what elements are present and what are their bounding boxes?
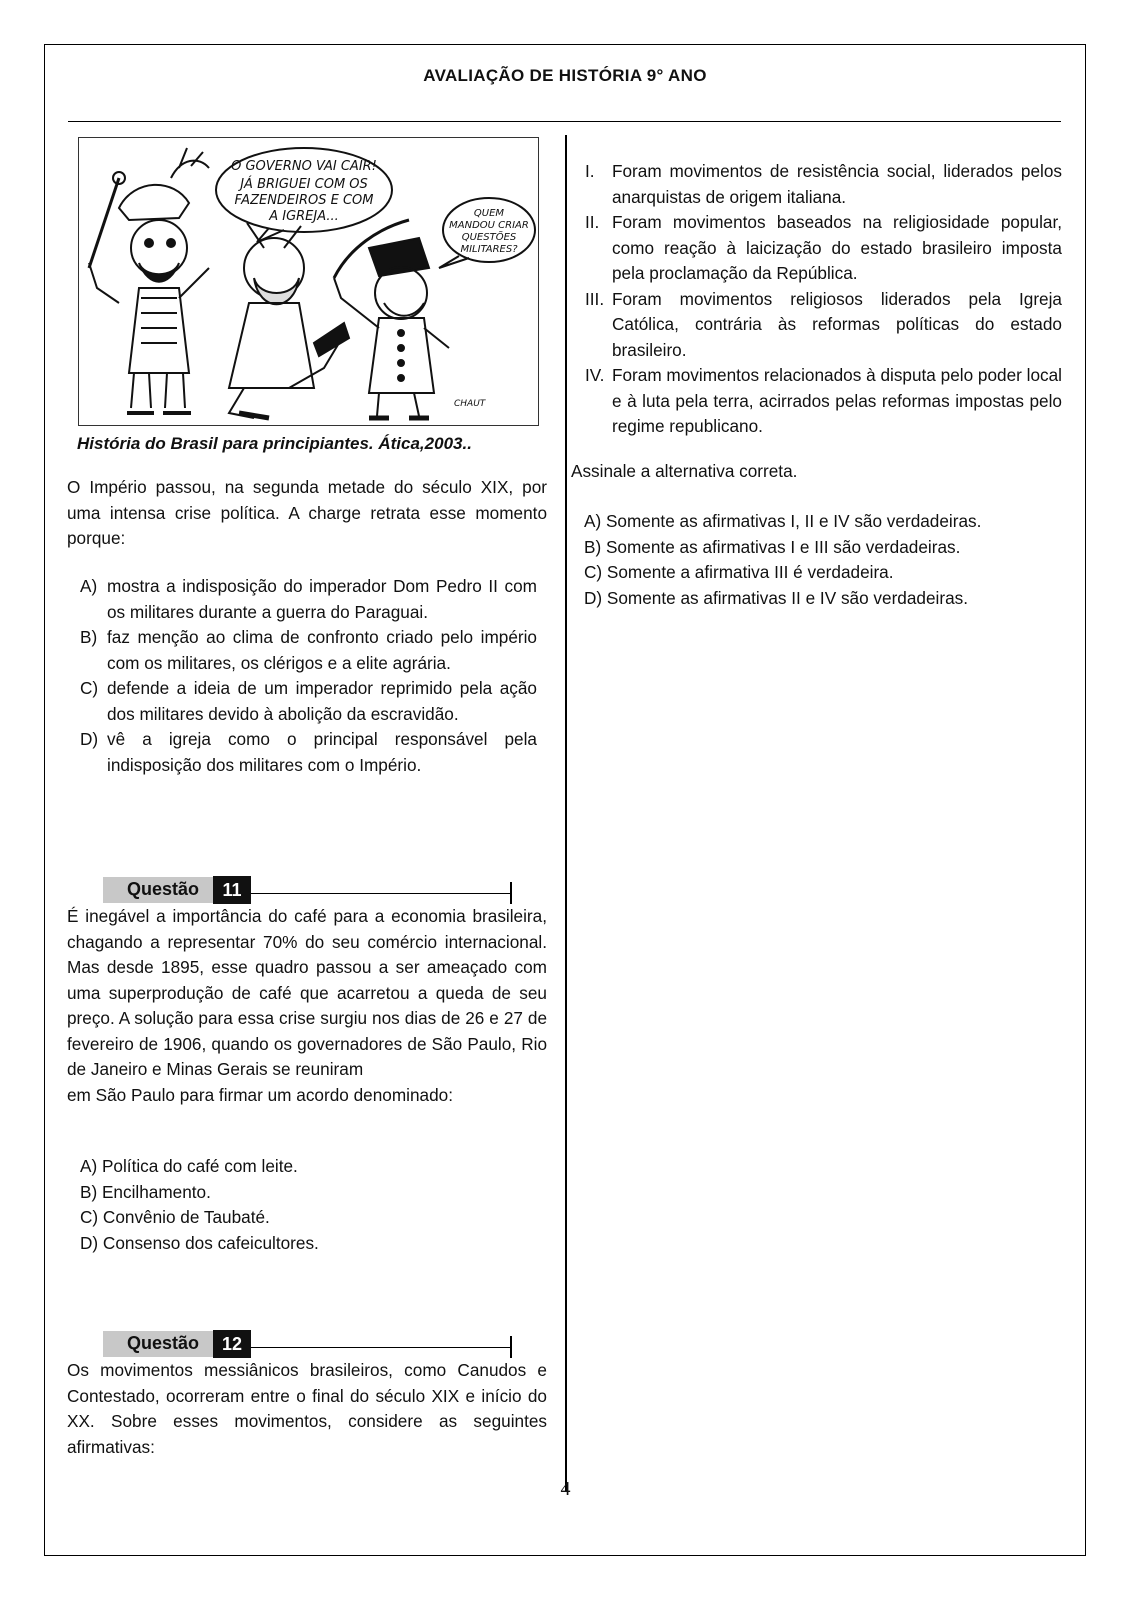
- q11-prompt-tail: em São Paulo para firmar um acordo denominado:: [67, 1084, 453, 1105]
- q12-option-a[interactable]: A) Somente as afirmativas I, II e IV são verdadeiras.: [584, 511, 982, 531]
- q12-prompt: Os movimentos messiânicos brasileiros, como Canudos e Contestado, ocorreram entre o final do século XIX e início do XX. Sobre esses movimentos, considere as seguintes afirmativas:: [67, 1360, 547, 1457]
- q12-statements: [585, 159, 1062, 440]
- q11-option-d[interactable]: D) Consenso dos cafeicultores.: [80, 1232, 319, 1253]
- q12-statement-iv-text: Foram movimentos relacionados à disputa pelo poder local e à luta pela terra, acirrados pelas reformas impostas pelo regime republicano.: [612, 365, 1062, 436]
- speech2-line1: QUEM: [473, 208, 505, 219]
- q12-statement-ii-text: Foram movimentos baseados na religiosidade popular, como reação à laicização do estado brasileiro imposta pela proclamação da República.: [612, 212, 1062, 283]
- q12-statement-iii: [585, 287, 1062, 364]
- q10-option-a-text: mostra a indisposição do imperador Dom Pedro II com os militares durante a guerra do Paraguai.: [107, 576, 537, 622]
- speech1-line1: O GOVERNO VAI CAIR!: [231, 159, 377, 174]
- q10-option-d[interactable]: [80, 727, 537, 778]
- q10-option-b-text: faz menção ao clima de confronto criado pelo império com os militares, os clérigos e a elite agrária.: [107, 627, 537, 673]
- column-divider: [565, 135, 567, 1492]
- q12-option-b[interactable]: B) Somente as afirmativas I e III são verdadeiras.: [584, 536, 961, 557]
- q10-option-c-label: C): [80, 678, 99, 698]
- q10-option-b-label: B): [80, 627, 98, 647]
- q11-prompt-main: É inegável a importância do café para a economia brasileira, chagando a representar 70% do seu comércio internacional. Mas desde 1895, esse quadro passou a ser ameaçado com uma superprodução de café que acarretou a queda de seu preço. A solução para essa crise surgiu nos dias de 26 e 27 de fevereiro de 1906, quando os governadores de São Paulo, Rio de Janeiro e Minas Gerais se reuniram: [67, 906, 547, 1079]
- speech2-line2: MANDOU CRIAR: [449, 220, 529, 231]
- q11-header-word: Questão: [127, 879, 200, 899]
- q12-statement-i-label: I.: [585, 161, 595, 181]
- q11-option-a[interactable]: A) Política do café com leite.: [80, 1156, 298, 1176]
- q11-option-c[interactable]: C) Convênio de Taubaté.: [80, 1207, 270, 1227]
- page-number: 4: [560, 1478, 571, 1500]
- q12-header-line: [251, 1347, 511, 1348]
- title-divider: [68, 121, 1061, 122]
- q12-header-word: Questão: [127, 1333, 200, 1353]
- q12-header-tick: [510, 1336, 512, 1358]
- speech2-line4: MILITARES?: [460, 244, 518, 255]
- q11-header: [103, 876, 523, 906]
- q12-statement-iii-text: Foram movimentos religiosos liderados pela Igreja Católica, contrária às reformas políticas do estado brasileiro.: [612, 288, 1062, 360]
- q12-statement-i: [585, 159, 1062, 210]
- page-title: AVALIAÇÃO DE HISTÓRIA 9° ANO: [423, 66, 707, 85]
- q10-option-b[interactable]: [80, 625, 537, 676]
- q10-option-d-label: D): [80, 729, 99, 749]
- q12-statement-i-text: Foram movimentos de resistência social, liderados pelos anarquistas de origem italiana.: [612, 161, 1062, 207]
- speech1-line4: A IGREJA...: [269, 209, 339, 224]
- q10-options: [80, 574, 537, 778]
- q12-option-c[interactable]: C) Somente a afirmativa III é verdadeira.: [584, 562, 894, 582]
- speech1-line3: FAZENDEIROS E COM: [234, 193, 374, 208]
- q10-option-d-text: vê a igreja como o principal responsável pela indisposição dos militares com o Império.: [107, 729, 537, 775]
- cartoon-caption: História do Brasil para principiantes. Ática,2003..: [77, 434, 472, 453]
- q12-statement-ii: [585, 210, 1062, 287]
- q12-header: [103, 1330, 523, 1360]
- q11-header-tick: [510, 882, 512, 904]
- q12-statement-iii-label: III.: [585, 288, 605, 309]
- q12-statement-ii-label: II.: [585, 212, 600, 232]
- q12-number: 12: [213, 1330, 251, 1358]
- q10-option-c-text: defende a ideia de um imperador reprimido pela ação dos militares devido à abolição da escravidão.: [107, 678, 537, 724]
- q10-prompt: O Império passou, na segunda metade do século XIX, por uma intensa crise política. A charge retrata esse momento porque:: [67, 477, 547, 548]
- q11-header-line: [251, 893, 511, 894]
- q10-option-a[interactable]: [80, 574, 537, 625]
- q11-prompt: [67, 904, 547, 1108]
- q10-option-c[interactable]: [80, 676, 537, 727]
- q12-statement-iv-label: IV.: [585, 365, 605, 385]
- q10-option-a-label: A): [80, 576, 98, 596]
- speech2-line3: QUESTÕES: [461, 232, 517, 243]
- speech1-line2: JÁ BRIGUEI COM OS: [240, 177, 368, 192]
- cartoon-signature: CHAUT: [454, 399, 486, 409]
- q11-option-b[interactable]: B) Encilhamento.: [80, 1181, 211, 1202]
- q12-instruction: Assinale a alternativa correta.: [571, 461, 798, 481]
- q12-option-d[interactable]: D) Somente as afirmativas II e IV são verdadeiras.: [584, 587, 969, 608]
- q12-options: [571, 509, 1051, 611]
- cartoon-drawing: [79, 138, 537, 424]
- hat-left: [119, 185, 189, 220]
- q11-options: [67, 1154, 547, 1256]
- q11-number: 11: [213, 876, 251, 904]
- political-cartoon: [78, 137, 539, 426]
- q12-statement-iv: [585, 363, 1062, 440]
